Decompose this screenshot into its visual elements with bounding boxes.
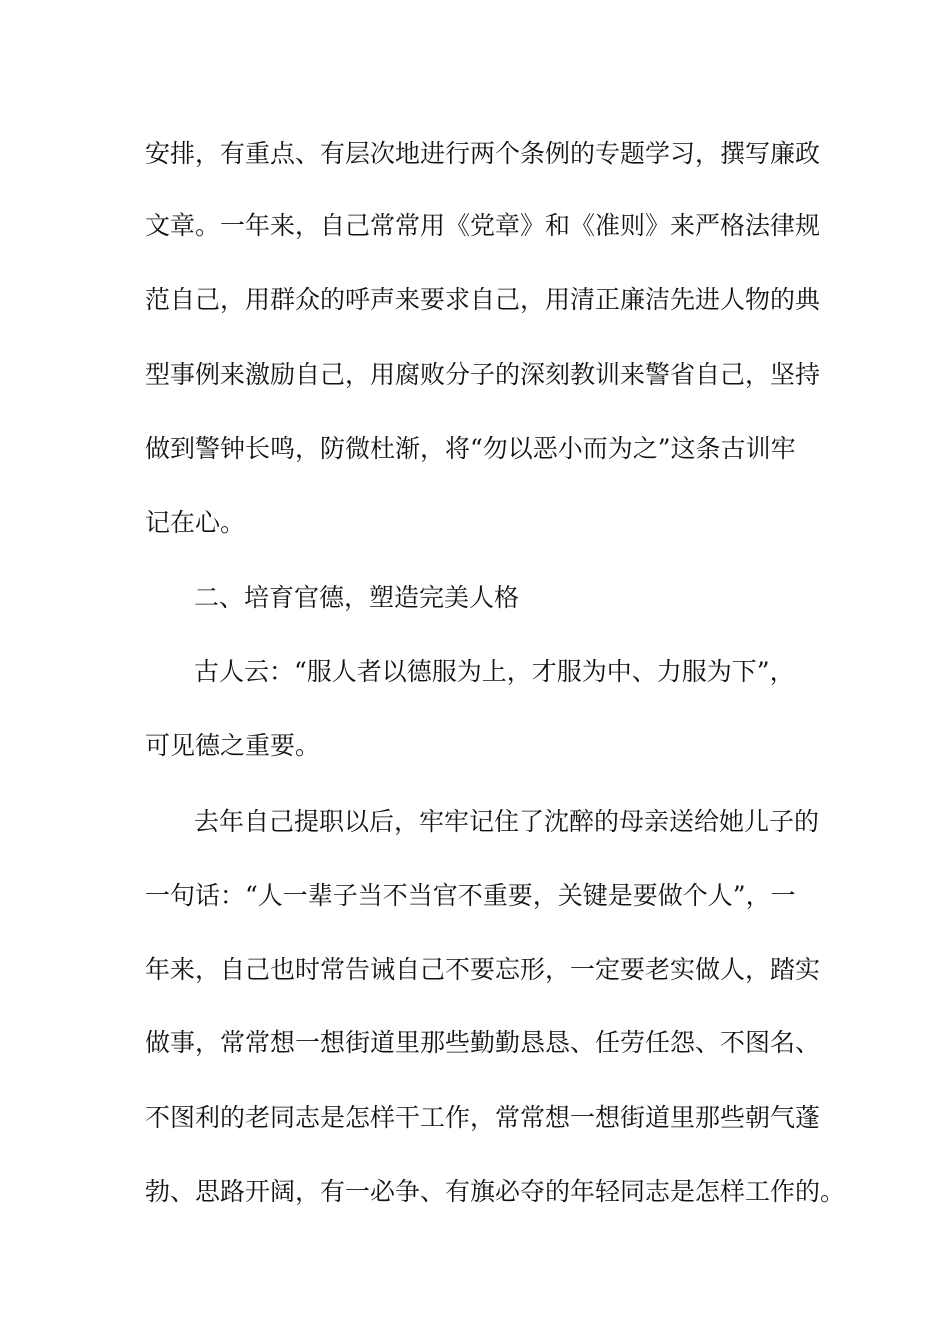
text-line: 型事例来激励自己，用腐败分子的深刻教训来警省自己，坚持 [145, 360, 821, 389]
text-line: 可见德之重要。 [145, 731, 321, 760]
section-heading: 二、培育官德，塑造完美人格 [194, 583, 520, 612]
text-line: 做事，常常想一想街道里那些勤勤恳恳、任劳任怨、不图名、 [145, 1028, 821, 1057]
text-line: 去年自己提职以后，牢牢记住了沈醉的母亲送给她儿子的 [194, 807, 820, 836]
text-line: 范自己，用群众的呼声来要求自己，用清正廉洁先进人物的典 [145, 285, 821, 314]
text-line: 一句话：“人一辈子当不当官不重要，关键是要做个人”，一 [145, 881, 796, 910]
text-line: 不图利的老同志是怎样干工作，常常想一想街道里那些朝气蓬 [145, 1103, 821, 1132]
text-line: 古人云：“服人者以德服为上，才服为中、力服为下”， [194, 657, 795, 686]
text-line: 文章。一年来，自己常常用《党章》和《准则》来严格法律规 [145, 211, 821, 240]
text-line: 安排，有重点、有层次地进行两个条例的专题学习，撰写廉政 [145, 139, 821, 168]
text-line: 做到警钟长鸣，防微杜渐，将“勿以恶小而为之”这条古训牢 [145, 434, 796, 463]
text-line: 年来，自己也时常告诫自己不要忘形，一定要老实做人，踏实 [145, 955, 821, 984]
text-line: 记在心。 [145, 508, 246, 537]
text-line: 勃、思路开阔，有一必争、有旗必夺的年轻同志是怎样工作的。 [145, 1177, 846, 1206]
